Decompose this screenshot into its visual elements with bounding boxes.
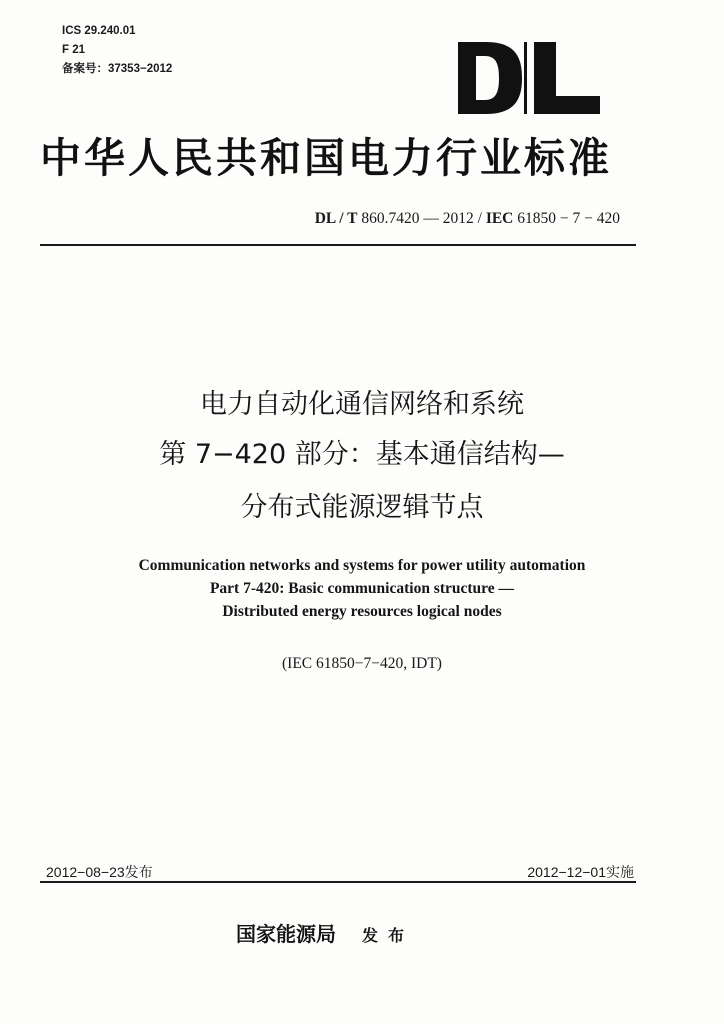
title-en-line2: Part 7-420: Basic communication structure —	[209, 580, 515, 597]
code-prefix: DL / T	[314, 210, 358, 227]
logo-letter-d	[458, 42, 522, 114]
iec-number: 61850 − 7 − 420	[517, 210, 620, 227]
ics-code: ICS 29.240.01	[62, 25, 136, 37]
iec-prefix: IEC	[485, 210, 514, 227]
category-code: F 21	[62, 44, 86, 56]
bottom-divider	[40, 881, 636, 883]
title-en-line3: Distributed energy resources logical nodes	[222, 603, 502, 620]
code-number: 860.7420 — 2012 /	[361, 210, 482, 227]
publisher	[236, 918, 414, 947]
logo-letter-l	[534, 42, 600, 114]
implementation-date: 2012−12−01实施	[527, 864, 634, 880]
publisher-action: 发布	[362, 926, 415, 945]
title-zh-line2: 第 7−420 部分：基本通信结构—	[159, 439, 565, 470]
title-en-line1: Communication networks and systems for power utility automation	[138, 557, 586, 574]
standard-code	[200, 210, 620, 228]
title-zh-line1: 电力自动化通信网络和系统	[200, 389, 524, 420]
publisher-name: 国家能源局	[236, 922, 336, 946]
identity-note: (IEC 61850−7−420, IDT)	[282, 655, 442, 672]
logo-divider	[524, 42, 527, 114]
filing-number: 备案号：37353−2012	[62, 63, 173, 75]
header-meta	[62, 22, 172, 79]
organization-title: 中华人民共和国电力行业标准	[40, 134, 612, 182]
issue-date: 2012−08−23发布	[46, 864, 153, 880]
title-zh-line3: 分布式能源逻辑节点	[240, 492, 484, 523]
top-divider	[40, 244, 636, 246]
dl-logo	[458, 42, 600, 114]
